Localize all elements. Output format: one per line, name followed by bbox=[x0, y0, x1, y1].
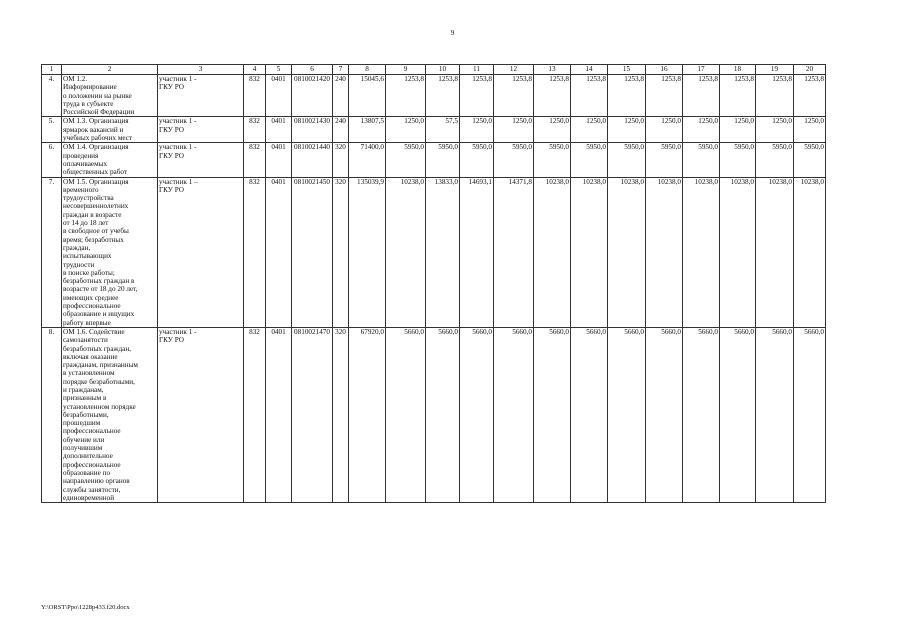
column-number-cell: 13 bbox=[534, 65, 571, 75]
measure-name-cell-line: в установленном bbox=[63, 369, 115, 378]
measure-name-cell-line: образование и ищущих bbox=[63, 310, 135, 319]
column-number-cell: 5 bbox=[266, 65, 292, 75]
year-amount-cell: 1253,8 bbox=[494, 75, 534, 117]
measure-name-cell-line: оплачиваемых bbox=[63, 159, 108, 168]
executor-cell-line: участник 1 - bbox=[159, 75, 197, 83]
measure-name-cell-line: о положении на рынке bbox=[63, 91, 132, 100]
column-number-cell: 6 bbox=[292, 65, 333, 75]
measure-name-cell bbox=[62, 177, 158, 327]
measure-name-cell-line: ОМ 1.6. Содействие bbox=[63, 327, 125, 336]
row-number-cell: 8. bbox=[42, 327, 62, 502]
column-number-cell: 7 bbox=[333, 65, 349, 75]
measure-name-cell-line: труда в субъекте bbox=[63, 99, 114, 108]
executor-cell-line: участник 1 – bbox=[159, 177, 198, 186]
measure-name-cell-line: ОМ 1.4. Организация bbox=[63, 143, 129, 152]
measure-name-cell-line: профессиональное bbox=[63, 427, 121, 436]
rzpr-code-cell: 0401 bbox=[266, 177, 292, 327]
grbs-code-cell: 832 bbox=[244, 117, 266, 143]
column-number-cell: 2 bbox=[62, 65, 158, 75]
executor-cell bbox=[158, 143, 244, 177]
column-number-cell: 10 bbox=[426, 65, 460, 75]
measure-name-cell-line: граждан, bbox=[63, 243, 91, 252]
year-amount-cell: 1253,8 bbox=[571, 75, 608, 117]
measure-name-cell-line: профессиональное bbox=[63, 302, 121, 311]
year-amount-cell: 1250,0 bbox=[646, 117, 683, 143]
measure-name-cell-line: граждан в возрасте bbox=[63, 210, 122, 219]
executor-cell-line: ГКУ РО bbox=[159, 185, 184, 194]
year-amount-cell: 1253,8 bbox=[426, 75, 460, 117]
column-number-cell: 3 bbox=[158, 65, 244, 75]
year-amount-cell: 5950,0 bbox=[460, 143, 494, 177]
year-amount-cell: 5950,0 bbox=[426, 143, 460, 177]
measure-name-cell-line: ОМ 1.2. bbox=[63, 75, 88, 83]
year-amount-cell: 1250,0 bbox=[756, 117, 794, 143]
year-amount-cell: 5660,0 bbox=[756, 327, 794, 502]
column-number-cell: 18 bbox=[720, 65, 756, 75]
column-number-cell: 9 bbox=[386, 65, 426, 75]
year-amount-cell: 10238,0 bbox=[386, 177, 426, 327]
column-number-cell: 8 bbox=[349, 65, 386, 75]
grbs-code-cell: 832 bbox=[244, 177, 266, 327]
column-number-cell: 16 bbox=[646, 65, 683, 75]
budget-table bbox=[41, 64, 826, 503]
year-amount-cell: 5660,0 bbox=[571, 327, 608, 502]
row-number-cell: 6. bbox=[42, 143, 62, 177]
measure-name-cell-line: Информирование bbox=[63, 83, 117, 92]
year-amount-cell: 1253,8 bbox=[608, 75, 646, 117]
measure-name-cell-line: установленном порядке bbox=[63, 402, 136, 411]
measure-name-cell-line: учебных рабочих мест bbox=[63, 134, 133, 143]
table-row bbox=[42, 75, 826, 117]
vr-code-cell: 240 bbox=[333, 75, 349, 117]
csr-code-cell: 0810021470 bbox=[292, 327, 333, 502]
grbs-code-cell: 832 bbox=[244, 143, 266, 177]
measure-name-cell-line: общественных работ bbox=[63, 168, 128, 177]
year-amount-cell: 5950,0 bbox=[646, 143, 683, 177]
column-number-cell: 17 bbox=[683, 65, 720, 75]
year-amount-cell: 1250,0 bbox=[571, 117, 608, 143]
year-amount-cell: 10238,0 bbox=[608, 177, 646, 327]
total-amount-cell: 15045,6 bbox=[349, 75, 386, 117]
table-row bbox=[42, 117, 826, 143]
year-amount-cell: 5950,0 bbox=[756, 143, 794, 177]
measure-name-cell-line: трудоустройства bbox=[63, 194, 114, 203]
year-amount-cell: 1250,0 bbox=[608, 117, 646, 143]
year-amount-cell: 5950,0 bbox=[720, 143, 756, 177]
measure-name-cell-line: и гражданам, bbox=[63, 385, 104, 394]
measure-name-cell-line: службы занятости, bbox=[63, 485, 121, 494]
column-number-cell: 4 bbox=[244, 65, 266, 75]
column-number-cell: 12 bbox=[494, 65, 534, 75]
measure-name-cell-line: гражданам, признанным bbox=[63, 361, 138, 370]
rzpr-code-cell: 0401 bbox=[266, 327, 292, 502]
year-amount-cell: 5660,0 bbox=[683, 327, 720, 502]
year-amount-cell: 1253,8 bbox=[646, 75, 683, 117]
measure-name-cell-line: обучение или bbox=[63, 435, 105, 444]
year-amount-cell: 5950,0 bbox=[608, 143, 646, 177]
year-amount-cell: 10238,0 bbox=[794, 177, 826, 327]
measure-name-cell-line: проведения bbox=[63, 151, 99, 160]
page-number: 9 bbox=[450, 29, 455, 37]
year-amount-cell: 1253,8 bbox=[794, 75, 826, 117]
year-amount-cell: 1253,8 bbox=[756, 75, 794, 117]
year-amount-cell: 5950,0 bbox=[683, 143, 720, 177]
year-amount-cell: 5660,0 bbox=[794, 327, 826, 502]
executor-cell bbox=[158, 117, 244, 143]
measure-name-cell bbox=[62, 327, 158, 502]
column-number-cell: 1 bbox=[42, 65, 62, 75]
measure-name-cell bbox=[62, 143, 158, 177]
measure-name-cell-line: от 14 до 18 лет bbox=[63, 219, 109, 228]
measure-name-cell-line: признанным в bbox=[63, 394, 107, 403]
year-amount-cell: 5950,0 bbox=[571, 143, 608, 177]
column-number-cell: 15 bbox=[608, 65, 646, 75]
rzpr-code-cell: 0401 bbox=[266, 117, 292, 143]
measure-name-cell-line: несовершеннолетних bbox=[63, 202, 129, 211]
measure-name-cell bbox=[62, 117, 158, 143]
measure-name-cell-line: профессиональное bbox=[63, 460, 121, 469]
measure-name-cell-line: ОМ 1.3. Организация bbox=[63, 117, 129, 126]
measure-name-cell-line: безработных граждан, bbox=[63, 344, 132, 353]
vr-code-cell: 320 bbox=[333, 327, 349, 502]
total-amount-cell: 71400,0 bbox=[349, 143, 386, 177]
total-amount-cell: 67920,0 bbox=[349, 327, 386, 502]
vr-code-cell: 320 bbox=[333, 143, 349, 177]
measure-name-cell-line: Российской Федерации bbox=[63, 108, 135, 117]
year-amount-cell: 10238,0 bbox=[646, 177, 683, 327]
measure-name-cell-line: направлению органов bbox=[63, 477, 130, 486]
measure-name-cell-line: прошедшим bbox=[63, 419, 101, 428]
measure-name-cell-line: ярмарок вакансий и bbox=[63, 125, 124, 134]
year-amount-cell: 1253,8 bbox=[683, 75, 720, 117]
measure-name-cell bbox=[62, 75, 158, 117]
measure-name-cell-line: работу впервые bbox=[63, 318, 111, 327]
measure-name-cell-line: ОМ 1.5. Организация bbox=[63, 177, 129, 186]
year-amount-cell: 1250,0 bbox=[683, 117, 720, 143]
column-number-row bbox=[42, 65, 826, 75]
measure-name-cell-line: получившим bbox=[63, 444, 103, 453]
year-amount-cell: 5950,0 bbox=[794, 143, 826, 177]
year-amount-cell: 5660,0 bbox=[494, 327, 534, 502]
executor-cell-line: участник 1 - bbox=[159, 117, 197, 126]
rzpr-code-cell: 0401 bbox=[266, 143, 292, 177]
executor-cell-line: участник 1 - bbox=[159, 327, 197, 336]
year-amount-cell: 5660,0 bbox=[460, 327, 494, 502]
rzpr-code-cell: 0401 bbox=[266, 75, 292, 117]
executor-cell-line: участник 1 - bbox=[159, 143, 197, 152]
year-amount-cell: 5950,0 bbox=[534, 143, 571, 177]
year-amount-cell: 5660,0 bbox=[608, 327, 646, 502]
year-amount-cell: 1253,8 bbox=[460, 75, 494, 117]
measure-name-cell-line: самозанятости bbox=[63, 336, 108, 345]
year-amount-cell: 14693,1 bbox=[460, 177, 494, 327]
measure-name-cell-line: порядке безработными, bbox=[63, 377, 135, 386]
year-amount-cell: 10238,0 bbox=[720, 177, 756, 327]
csr-code-cell: 0810021420 bbox=[292, 75, 333, 117]
measure-name-cell-line: образование по bbox=[63, 468, 111, 477]
row-number-cell: 5. bbox=[42, 117, 62, 143]
executor-cell bbox=[158, 75, 244, 117]
file-path-footer: Y:\ORST\Ppo\1228p433.f20.docx bbox=[41, 604, 130, 611]
executor-cell bbox=[158, 177, 244, 327]
row-number-cell: 7. bbox=[42, 177, 62, 327]
measure-name-cell-line: время; безработных bbox=[63, 235, 124, 244]
year-amount-cell: 10238,0 bbox=[534, 177, 571, 327]
vr-code-cell: 320 bbox=[333, 177, 349, 327]
column-number-cell: 20 bbox=[794, 65, 826, 75]
year-amount-cell: 5950,0 bbox=[494, 143, 534, 177]
year-amount-cell: 1253,8 bbox=[534, 75, 571, 117]
total-amount-cell: 135039,9 bbox=[349, 177, 386, 327]
year-amount-cell: 10238,0 bbox=[683, 177, 720, 327]
table-row bbox=[42, 177, 826, 327]
measure-name-cell-line: единовременной bbox=[63, 493, 115, 502]
column-number-cell: 11 bbox=[460, 65, 494, 75]
csr-code-cell: 0810021450 bbox=[292, 177, 333, 327]
measure-name-cell-line: временного bbox=[63, 185, 99, 194]
measure-name-cell-line: безработными, bbox=[63, 410, 109, 419]
year-amount-cell: 10238,0 bbox=[756, 177, 794, 327]
year-amount-cell: 13833,0 bbox=[426, 177, 460, 327]
year-amount-cell: 1253,8 bbox=[386, 75, 426, 117]
year-amount-cell: 5950,0 bbox=[386, 143, 426, 177]
year-amount-cell: 5660,0 bbox=[426, 327, 460, 502]
column-number-cell: 14 bbox=[571, 65, 608, 75]
year-amount-cell: 1250,0 bbox=[494, 117, 534, 143]
year-amount-cell: 1253,8 bbox=[720, 75, 756, 117]
year-amount-cell: 1250,0 bbox=[720, 117, 756, 143]
executor-cell-line: ГКУ РО bbox=[159, 125, 184, 134]
year-amount-cell: 5660,0 bbox=[534, 327, 571, 502]
year-amount-cell: 5660,0 bbox=[720, 327, 756, 502]
year-amount-cell: 1250,0 bbox=[534, 117, 571, 143]
csr-code-cell: 0810021430 bbox=[292, 117, 333, 143]
executor-cell-line: ГКУ РО bbox=[159, 151, 184, 160]
csr-code-cell: 0810021440 bbox=[292, 143, 333, 177]
measure-name-cell-line: испытывающих bbox=[63, 252, 112, 261]
year-amount-cell: 14371,8 bbox=[494, 177, 534, 327]
column-number-cell: 19 bbox=[756, 65, 794, 75]
measure-name-cell-line: возрасте от 18 до 20 лет, bbox=[63, 285, 138, 294]
measure-name-cell-line: включая оказание bbox=[63, 352, 118, 361]
measure-name-cell-line: в свободное от учебы bbox=[63, 227, 129, 236]
year-amount-cell: 5660,0 bbox=[386, 327, 426, 502]
total-amount-cell: 13807,5 bbox=[349, 117, 386, 143]
grbs-code-cell: 832 bbox=[244, 327, 266, 502]
measure-name-cell-line: в поиске работы; bbox=[63, 268, 115, 277]
table-row bbox=[42, 327, 826, 502]
executor-cell-line: ГКУ РО bbox=[159, 336, 184, 345]
year-amount-cell: 1250,0 bbox=[386, 117, 426, 143]
year-amount-cell: 1250,0 bbox=[460, 117, 494, 143]
measure-name-cell-line: имеющих среднее bbox=[63, 293, 119, 302]
measure-name-cell-line: безработных граждан в bbox=[63, 277, 135, 286]
year-amount-cell: 1250,0 bbox=[794, 117, 826, 143]
grbs-code-cell: 832 bbox=[244, 75, 266, 117]
year-amount-cell: 57,5 bbox=[426, 117, 460, 143]
measure-name-cell-line: трудности bbox=[63, 260, 95, 269]
vr-code-cell: 240 bbox=[333, 117, 349, 143]
executor-cell-line: ГКУ РО bbox=[159, 83, 184, 92]
row-number-cell: 4. bbox=[42, 75, 62, 117]
table-row bbox=[42, 143, 826, 177]
executor-cell bbox=[158, 327, 244, 502]
year-amount-cell: 5660,0 bbox=[646, 327, 683, 502]
year-amount-cell: 10238,0 bbox=[571, 177, 608, 327]
measure-name-cell-line: дополнительное bbox=[63, 452, 113, 461]
